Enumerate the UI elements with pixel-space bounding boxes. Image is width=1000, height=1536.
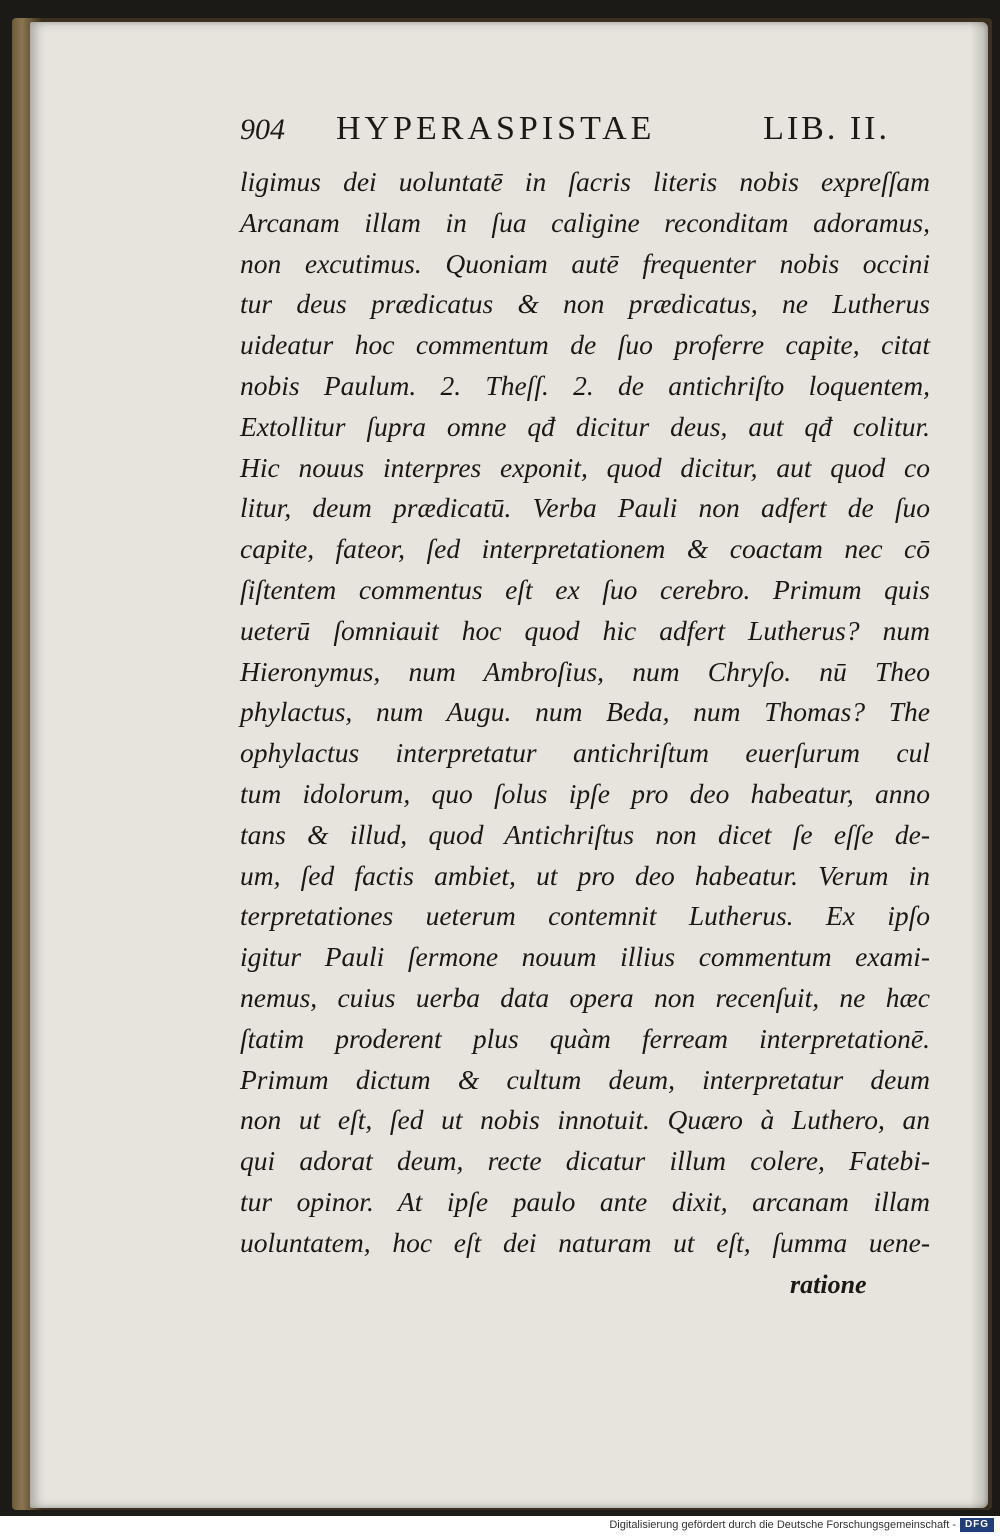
text-line: Primum dictum & cultum deum, interpretatur deum	[240, 1063, 930, 1095]
text-line: qui adorat deum, recte dicatur illum colere, Fatebi-	[240, 1145, 930, 1177]
text-line: phylactus, num Augu. num Beda, num Thomas? The	[240, 696, 930, 728]
text-line: Hieronymus, num Ambroſius, num Chryſo. nū Theo	[240, 655, 930, 687]
text-line: tur deus prædicatus & non prædicatus, ne Lutherus	[240, 288, 930, 320]
text-line: ſtatim proderent plus quàm ferream interpretationē.	[240, 1022, 930, 1054]
text-line: ophylactus interpretatur antichriſtum euerſurum cul	[240, 737, 930, 769]
digitization-credit: Digitalisierung gefördert durch die Deutsche Forschungsgemeinschaft -	[609, 1519, 956, 1531]
text-line: tum idolorum, quo ſolus ipſe pro deo habeatur, anno	[240, 777, 930, 809]
text-line: nobis Paulum. 2. Theſſ. 2. de antichriſto loquentem,	[240, 369, 930, 401]
text-line: Hic nouus interpres exponit, quod dicitur, aut quod co	[240, 451, 930, 483]
running-head	[240, 110, 890, 160]
text-line: ligimus dei uoluntatē in ſacris literis nobis expreſſam	[240, 166, 930, 197]
dfg-logo: DFG	[960, 1518, 994, 1532]
text-line: non ut eſt, ſed ut nobis innotuit. Quæro à Luthero, an	[240, 1104, 930, 1136]
book-label: LIB. II.	[763, 110, 890, 147]
body-text	[240, 162, 930, 1264]
text-line: ueterū ſomniauit hoc quod hic adfert Lutherus? num	[240, 614, 930, 646]
text-line: uoluntatem, hoc eſt dei naturam ut eſt, ſumma uene-	[240, 1226, 930, 1258]
text-line: Extollitur ſupra omne qđ dicitur deus, aut qđ colitur.	[240, 410, 930, 442]
text-line: tans & illud, quod Antichriſtus non dicet ſe eſſe de-	[240, 818, 930, 850]
text-line: litur, deum prædicatū. Verba Pauli non adfert de ſuo	[240, 492, 930, 524]
text-line: tur opinor. At ipſe paulo ante dixit, arcanam illam	[240, 1185, 930, 1217]
text-line: nemus, cuius uerba data opera non recenſuit, ne hæc	[240, 981, 930, 1013]
page-gutter-shadow	[970, 22, 988, 1508]
page-number: 904	[240, 113, 285, 146]
text-line: capite, fateor, ſed interpretationem & coactam nec cō	[240, 533, 930, 565]
text-line: uideatur hoc commentum de ſuo proferre capite, citat	[240, 329, 930, 361]
text-line: non excutimus. Quoniam autē frequenter nobis occini	[240, 247, 930, 279]
catchword: ratione	[790, 1270, 867, 1299]
text-line: um, ſed factis ambiet, ut pro deo habeatur. Verum in	[240, 859, 930, 891]
running-title: HYPERASPISTAE	[336, 110, 656, 147]
text-line: ſiſtentem commentus eſt ex ſuo cerebro. Primum quis	[240, 573, 930, 605]
text-line: igitur Pauli ſermone nouum illius commentum exami-	[240, 941, 930, 973]
text-line: terpretationes ueterum contemnit Lutherus. Ex ipſo	[240, 900, 930, 932]
text-line: Arcanam illam in ſua caligine reconditam adoramus,	[240, 206, 930, 238]
